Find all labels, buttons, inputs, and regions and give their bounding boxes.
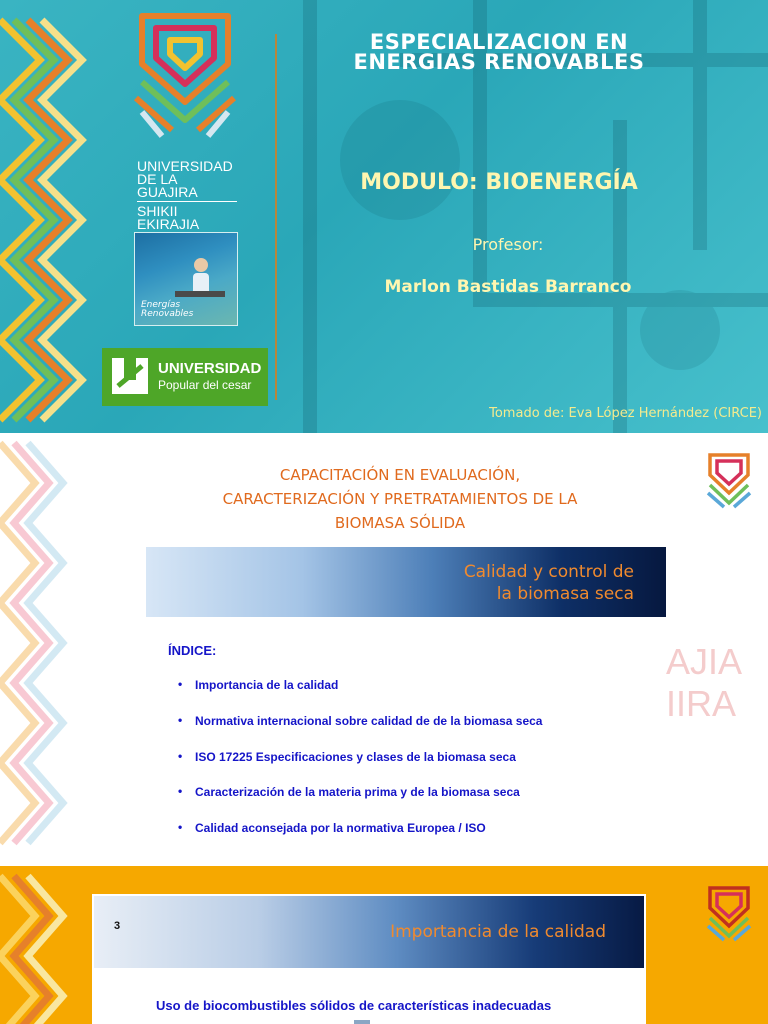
woven-pattern-decoration (0, 0, 90, 433)
section-banner (146, 547, 666, 617)
index-item: • Importancia de la calidad (178, 678, 542, 714)
image-fragment (354, 1020, 370, 1024)
index-item: • Normativa internacional sobre calidad de de la biomasa seca (178, 714, 542, 750)
section-banner-text (464, 561, 634, 605)
upc-emblem-icon (108, 354, 152, 400)
upc-line2: Popular del cesar (158, 378, 252, 392)
uniguajira-logo-icon (706, 886, 752, 942)
section-subtitle: Uso de biocombustibles sólidos de características inadecuadas (156, 998, 552, 1013)
index-item: • Calidad aconsejada por la normativa Europea / ISO (178, 821, 542, 857)
slide-card (92, 894, 646, 1024)
uniguajira-line3: SHIKII EKIRAJIA (137, 203, 200, 232)
professor-label: Profesor: (472, 235, 544, 254)
course-title (180, 463, 620, 535)
module-title: MODULO: BIOENERGÍA (360, 170, 638, 195)
watermark-line1: AJIA (666, 641, 743, 682)
program-title-line2: ENERGIAS RENOVABLES (353, 50, 645, 74)
upc-line1: UNIVERSIDAD (158, 360, 262, 377)
index-list (178, 678, 542, 857)
slide-importance (0, 866, 768, 1024)
section-banner-line2: la biomasa seca (496, 584, 634, 604)
uniguajira-line1: UNIVERSIDAD (137, 158, 233, 174)
upc-logo (102, 348, 268, 406)
uniguajira-line2: DE LA GUAJIRA (137, 173, 237, 202)
course-title-line1: CAPACITACIÓN EN EVALUACIÓN, (279, 466, 521, 484)
woven-pattern-decoration (0, 433, 70, 866)
slide-title (0, 0, 768, 433)
program-title (290, 32, 708, 72)
slide-number: 3 (114, 920, 121, 932)
professor-name: Marlon Bastidas Barranco (384, 277, 632, 297)
uniguajira-logo-icon (706, 453, 752, 509)
index-item: • ISO 17225 Especificaciones y clases de la biomasa seca (178, 750, 542, 786)
section-banner-text: Importancia de la calidad (390, 922, 606, 942)
source-credit: Tomado de: Eva López Hernández (CIRCE) (489, 406, 762, 421)
watermark-line2: IIRA (666, 683, 737, 724)
renewables-photo (134, 232, 238, 326)
slide-index (0, 433, 768, 866)
uniguajira-logo-icon (132, 12, 238, 140)
index-heading: ÍNDICE: (168, 643, 217, 658)
course-title-line3: BIOMASA SÓLIDA (334, 514, 466, 532)
section-banner-line1: Calidad y control de (463, 562, 634, 582)
course-title-line2: CARACTERIZACIÓN Y PRETRATAMIENTOS DE LA (222, 490, 578, 508)
photo-caption-line2: Renovables (141, 309, 194, 319)
photo-caption-line1: Energías (141, 300, 181, 310)
vertical-divider (275, 34, 277, 400)
watermark-text (666, 641, 742, 725)
index-item: • Caracterización de la materia prima y de la biomasa seca (178, 785, 542, 821)
photo-caption (141, 301, 193, 319)
section-banner (94, 896, 644, 968)
program-title-line1: ESPECIALIZACION EN (369, 30, 629, 54)
woven-pattern-decoration (0, 866, 90, 1024)
